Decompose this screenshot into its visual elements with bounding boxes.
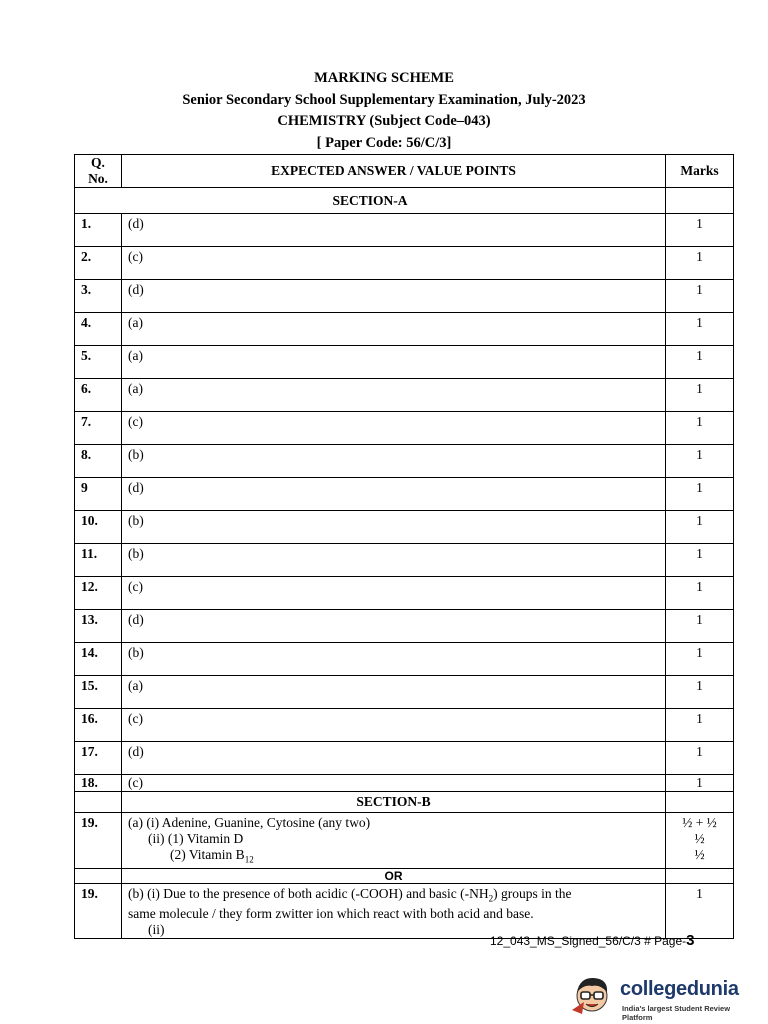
row-marks: 1 (666, 511, 734, 544)
q19b-line1-text: (b) (i) Due to the presence of both acidic (-COOH) and basic (-NH (128, 885, 489, 901)
row-qno: 11. (75, 544, 122, 577)
section-b-label: SECTION-B (122, 792, 666, 813)
row-qno: 13. (75, 610, 122, 643)
page-footer (490, 932, 695, 949)
row-marks: 1 (666, 643, 734, 676)
q19a-line2: (ii) (1) Vitamin D (148, 831, 244, 846)
table-row (75, 544, 734, 577)
q19a-line1: (a) (i) Adenine, Guanine, Cytosine (any two) (128, 815, 371, 830)
table-row (75, 412, 734, 445)
section-a-marks-cell (666, 188, 734, 214)
row-marks: 1 (666, 313, 734, 346)
or-label: OR (122, 868, 666, 883)
row-qno: 7. (75, 412, 122, 445)
logo-brand: collegedunia (620, 978, 739, 1000)
row-answer: (c) (122, 709, 666, 742)
table-row-q19a (75, 813, 734, 869)
or-qno-cell (75, 868, 122, 883)
row-qno: 6. (75, 379, 122, 412)
row-marks: 1 (666, 610, 734, 643)
row-answer: (d) (122, 214, 666, 247)
row-qno: 19. (75, 813, 122, 869)
row-qno: 17. (75, 742, 122, 775)
q19a-mark2: ½ (694, 831, 705, 846)
row-qno: 9 (75, 478, 122, 511)
q19a-mark3: ½ (694, 847, 705, 862)
or-marks-cell (666, 868, 734, 883)
row-qno: 18. (75, 775, 122, 792)
table-row (75, 214, 734, 247)
section-a-rows (75, 214, 734, 775)
table-row (75, 478, 734, 511)
mascot-icon (570, 972, 614, 1016)
row-marks: 1 (666, 709, 734, 742)
row-answer: (d) (122, 610, 666, 643)
table-row (75, 346, 734, 379)
q19a-line3 (128, 847, 659, 868)
table-row (75, 511, 734, 544)
table-row (75, 445, 734, 478)
table-row (75, 643, 734, 676)
row-answer: (b) (122, 511, 666, 544)
row-answer: (a) (122, 379, 666, 412)
q19b-line3: (ii) (148, 922, 165, 938)
row-marks: 1 (666, 445, 734, 478)
table-row (75, 280, 734, 313)
q19a-line3-text: (2) Vitamin B (170, 847, 245, 862)
table-row (75, 247, 734, 280)
row-qno: 12. (75, 577, 122, 610)
paper-code: [ Paper Code: 56/C/3] (316, 134, 452, 151)
row-marks: 1 (666, 775, 734, 792)
row-qno: 15. (75, 676, 122, 709)
row-answer (122, 883, 666, 939)
row-answer: (a) (122, 676, 666, 709)
row-answer: (d) (122, 280, 666, 313)
table-row (75, 313, 734, 346)
row-answer: (c) (122, 247, 666, 280)
row-marks: 1 (666, 379, 734, 412)
row-answer: (b) (122, 643, 666, 676)
row-marks: 1 (666, 676, 734, 709)
row-marks: 1 (666, 346, 734, 379)
q19b-line1 (128, 886, 659, 907)
document-header (0, 68, 768, 154)
q19a-mark1: ½ + ½ (682, 815, 717, 830)
row-qno: 8. (75, 445, 122, 478)
row-qno: 2. (75, 247, 122, 280)
q19a-line3-sub: 12 (244, 854, 254, 865)
section-b-row (75, 792, 734, 813)
table-row (75, 610, 734, 643)
row-answer: (c) (122, 412, 666, 445)
table-row (75, 709, 734, 742)
row-marks: 1 (666, 883, 734, 939)
table-row (75, 742, 734, 775)
row-qno: 1. (75, 214, 122, 247)
row-answer: (c) (122, 775, 666, 792)
table-header-row (75, 155, 734, 188)
table-row (75, 775, 734, 792)
row-answer: (d) (122, 742, 666, 775)
row-marks: 1 (666, 247, 734, 280)
section-a-row (75, 188, 734, 214)
table-row (75, 676, 734, 709)
row-answer (122, 813, 666, 869)
q19b-line1-end: ) groups in the (493, 885, 572, 901)
row-answer: (b) (122, 445, 666, 478)
row-marks: 1 (666, 742, 734, 775)
row-marks: 1 (666, 280, 734, 313)
table-row (75, 577, 734, 610)
section-b-qno-cell (75, 792, 122, 813)
collegedunia-logo (570, 968, 750, 1022)
q19b-line2: same molecule / they form zwitter ion which react with both acid and base. (128, 906, 534, 922)
row-answer: (b) (122, 544, 666, 577)
row-qno: 5. (75, 346, 122, 379)
exam-name: Senior Secondary School Supplementary Examination, July-2023 (182, 91, 586, 108)
row-qno: 19. (75, 883, 122, 939)
subject-name: CHEMISTRY (Subject Code–043) (277, 113, 491, 129)
logo-tagline: India's largest Student Review Platform (622, 1004, 731, 1022)
row-qno: 3. (75, 280, 122, 313)
row-marks: 1 (666, 412, 734, 445)
q19b-line1-sub: 2 (488, 893, 494, 904)
row-marks: 1 (666, 577, 734, 610)
section-a-label: SECTION-A (75, 188, 666, 214)
row-marks: 1 (666, 544, 734, 577)
row-answer: (a) (122, 346, 666, 379)
row-qno: 10. (75, 511, 122, 544)
row-answer: (c) (122, 577, 666, 610)
table-row-q19b (75, 883, 734, 939)
row-marks: 1 (666, 478, 734, 511)
row-marks: 1 (666, 214, 734, 247)
table-row (75, 379, 734, 412)
footer-text: 12_043_MS_Signed_56/C/3 # Page- (490, 934, 687, 948)
row-qno: 14. (75, 643, 122, 676)
row-qno: 4. (75, 313, 122, 346)
header-qno: Q. No. (75, 155, 122, 188)
row-qno: 16. (75, 709, 122, 742)
marking-table (74, 154, 734, 939)
row-answer: (d) (122, 478, 666, 511)
row-marks (666, 813, 734, 869)
or-row (75, 868, 734, 883)
page-number: 3 (686, 932, 695, 949)
title-marking-scheme: MARKING SCHEME (314, 70, 454, 86)
row-answer: (a) (122, 313, 666, 346)
header-answer: EXPECTED ANSWER / VALUE POINTS (122, 155, 666, 188)
header-marks: Marks (666, 155, 734, 188)
section-b-marks-cell (666, 792, 734, 813)
